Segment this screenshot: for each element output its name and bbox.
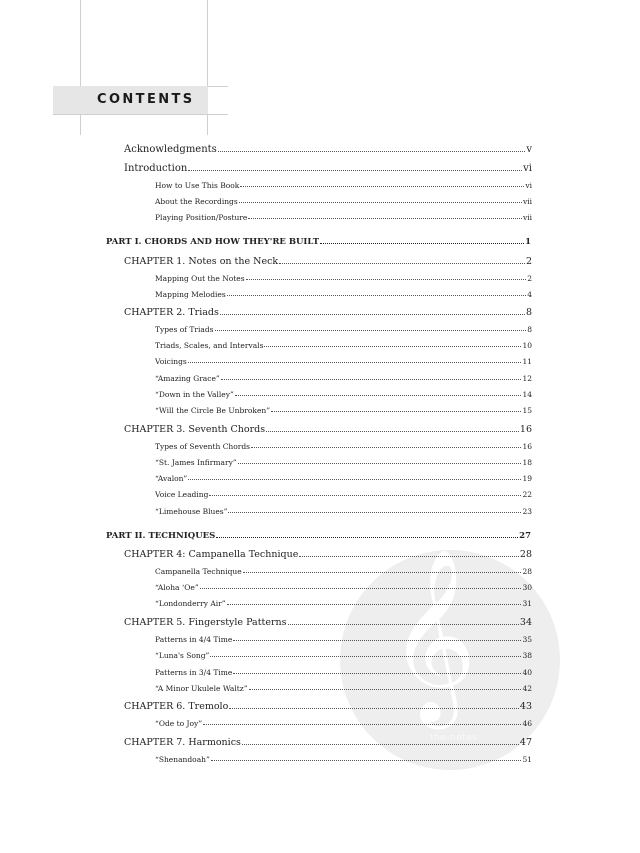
toc-entry-label: “A Minor Ukulele Waltz” [155,684,248,693]
dot-leader [216,537,518,538]
dot-leader [215,330,527,331]
toc-entry-label: Campanella Technique [155,567,242,576]
toc-entry-label: “Luna's Song” [155,651,210,660]
dot-leader [227,604,522,605]
toc-entry[interactable] [155,274,532,283]
dot-leader [248,218,522,219]
toc-entry-page: 43 [519,701,532,712]
dot-leader [271,411,521,412]
toc-entry-page: 16 [522,442,532,451]
toc-entry-page: 22 [522,490,532,499]
dot-leader [235,395,522,396]
toc-entry-page: 30 [522,583,532,592]
dot-leader [188,170,522,171]
toc-entry[interactable] [155,390,532,399]
toc-entry-label: Mapping Melodies [155,290,226,299]
toc-entry-label: “Shenandoah” [155,755,210,764]
toc-entry-page: vii [522,213,532,222]
dot-leader [227,295,527,296]
toc-entry[interactable] [155,341,532,350]
toc-entry-page: 2 [527,274,532,283]
toc-entry[interactable] [124,737,532,748]
toc-entry-label: “Aloha ‘Oe” [155,583,199,592]
toc-entry-page: 2 [525,256,532,267]
toc-entry-label: “Will the Circle Be Unbroken” [155,406,271,415]
toc-entry-page: vi [523,163,532,174]
toc-entry-page: v [526,144,532,155]
toc-entry[interactable] [124,256,532,267]
toc-entry[interactable] [155,357,532,366]
toc-entry[interactable] [124,617,532,628]
toc-entry[interactable] [155,325,532,334]
toc-entry-page: 46 [522,719,532,728]
dot-leader [249,689,522,690]
toc-entry-label: Introduction [124,163,188,174]
toc-entry-label: “Amazing Grace” [155,374,220,383]
dot-leader [233,640,521,641]
toc-entry-label: Types of Triads [155,325,214,334]
toc-entry-page: 38 [522,651,532,660]
dot-leader [211,760,522,761]
toc-entry-label: CHAPTER 3. Seventh Chords [124,424,266,435]
toc-entry[interactable] [155,290,532,299]
toc-entry-label: Mapping Out the Notes [155,274,245,283]
dot-leader [200,588,522,589]
dot-leader [238,463,522,464]
toc-entry-label: Triads, Scales, and Intervals [155,341,264,350]
toc-entry-page: 10 [522,341,532,350]
toc-entry[interactable] [124,144,532,155]
toc-entry-page: 23 [522,507,532,516]
toc-entry-page: 47 [519,737,532,748]
dot-leader [218,151,526,152]
toc-entry-label: CHAPTER 2. Triads [124,307,219,318]
toc-entry[interactable] [124,163,532,174]
toc-entry-label: Types of Seventh Chords [155,442,251,451]
toc-entry[interactable] [155,406,532,415]
toc-entry-label: Patterns in 3/4 Time [155,668,233,677]
toc-entry-page: 31 [522,599,532,608]
dot-leader [188,362,522,363]
toc-entry-page: 12 [522,374,532,383]
dot-leader [266,431,519,432]
dot-leader [210,656,521,657]
toc-entry-page: 19 [522,474,532,483]
toc-entry-page: 51 [522,755,532,764]
toc-entry[interactable] [155,197,532,206]
dot-leader [239,202,522,203]
dot-leader [220,314,525,315]
toc-entry-label: Voice Leading [155,490,209,499]
toc-entry-page: 28 [519,549,532,560]
dot-leader [288,624,519,625]
dot-leader [251,447,521,448]
toc-entry-label: CHAPTER 6. Tremolo [124,701,229,712]
toc-entry-label: “Down in the Valley” [155,390,234,399]
toc-entry-label: Playing Position/Posture [155,213,248,222]
toc-entry[interactable] [155,507,532,516]
toc-entry-label: PART I. CHORDS AND HOW THEY'RE BUILT [106,237,320,247]
toc-entry-page: 27 [519,531,531,541]
toc-entry-page: 18 [522,458,532,467]
toc-entry[interactable] [155,442,532,451]
dot-leader [243,572,522,573]
dot-leader [233,673,521,674]
toc-entry[interactable] [155,567,532,576]
dot-leader [203,724,521,725]
toc-entry-label: How to Use This Book [155,181,240,190]
dot-leader [279,263,525,264]
toc-entry[interactable] [124,307,532,318]
toc-entry[interactable] [155,374,532,383]
toc-entry-label: “Londonderry Air” [155,599,226,608]
toc-entry[interactable] [155,583,532,592]
dot-leader [229,708,519,709]
dot-leader [221,379,522,380]
toc-entry[interactable] [155,599,532,608]
toc-entry-label: PART II. TECHNIQUES [106,531,216,541]
watermark-text: the-notes [430,733,478,743]
toc-entry-label: Voicings [155,357,187,366]
toc-entry-page: 42 [522,684,532,693]
toc-entry-page: vi [525,181,532,190]
toc-entry-label: CHAPTER 1. Notes on the Neck [124,256,279,267]
toc-entry[interactable] [155,755,532,764]
dot-leader [209,495,521,496]
toc-entry-page: 15 [522,406,532,415]
toc-entry-page: 4 [527,290,532,299]
toc-entry-page: 8 [525,307,532,318]
toc-entry-label: About the Recordings [155,197,238,206]
toc-entry[interactable] [155,684,532,693]
toc-entry-label: Acknowledgments [124,144,217,155]
toc-entry[interactable] [155,635,532,644]
toc-entry-page: 28 [522,567,532,576]
toc-entry-page: 40 [522,668,532,677]
toc-entry[interactable] [155,490,532,499]
dot-leader [188,479,521,480]
toc-entry-page: 35 [522,635,532,644]
toc-entry[interactable] [155,181,532,190]
toc-entry-label: CHAPTER 7. Harmonics [124,737,241,748]
dot-leader [242,744,519,745]
dot-leader [264,346,521,347]
dot-leader [240,186,524,187]
toc-entry-label: “Ode to Joy” [155,719,203,728]
toc-entry[interactable] [155,668,532,677]
toc-entry-page: 1 [525,237,531,247]
toc-entry-page: 34 [519,617,532,628]
page-title: CONTENTS [97,92,195,107]
dot-leader [228,512,521,513]
dot-leader [299,556,519,557]
toc-entry[interactable] [106,531,531,541]
toc-entry[interactable] [155,474,532,483]
toc-entry-page: vii [522,197,532,206]
toc-entry[interactable] [124,549,532,560]
toc-entry[interactable] [155,651,532,660]
toc-entry[interactable] [124,701,532,712]
toc-entry-page: 8 [527,325,532,334]
toc-entry-label: CHAPTER 4: Campanella Technique [124,549,299,560]
toc-entry-label: CHAPTER 5. Fingerstyle Patterns [124,617,287,628]
toc-entry-label: “St. James Infirmary” [155,458,237,467]
treble-clef-icon: 𝄞 [388,548,477,722]
toc-entry-label: “Avalon” [155,474,188,483]
toc-entry[interactable] [124,424,532,435]
toc-entry[interactable] [155,719,532,728]
toc-entry[interactable] [155,213,532,222]
dot-leader [320,243,524,244]
toc-entry[interactable] [106,237,531,247]
toc-entry-page: 14 [522,390,532,399]
dot-leader [246,279,527,280]
toc-entry-page: 16 [519,424,532,435]
toc-entry-label: “Limehouse Blues” [155,507,228,516]
toc-entry-page: 11 [522,357,532,366]
toc-entry-label: Patterns in 4/4 Time [155,635,233,644]
toc-entry[interactable] [155,458,532,467]
